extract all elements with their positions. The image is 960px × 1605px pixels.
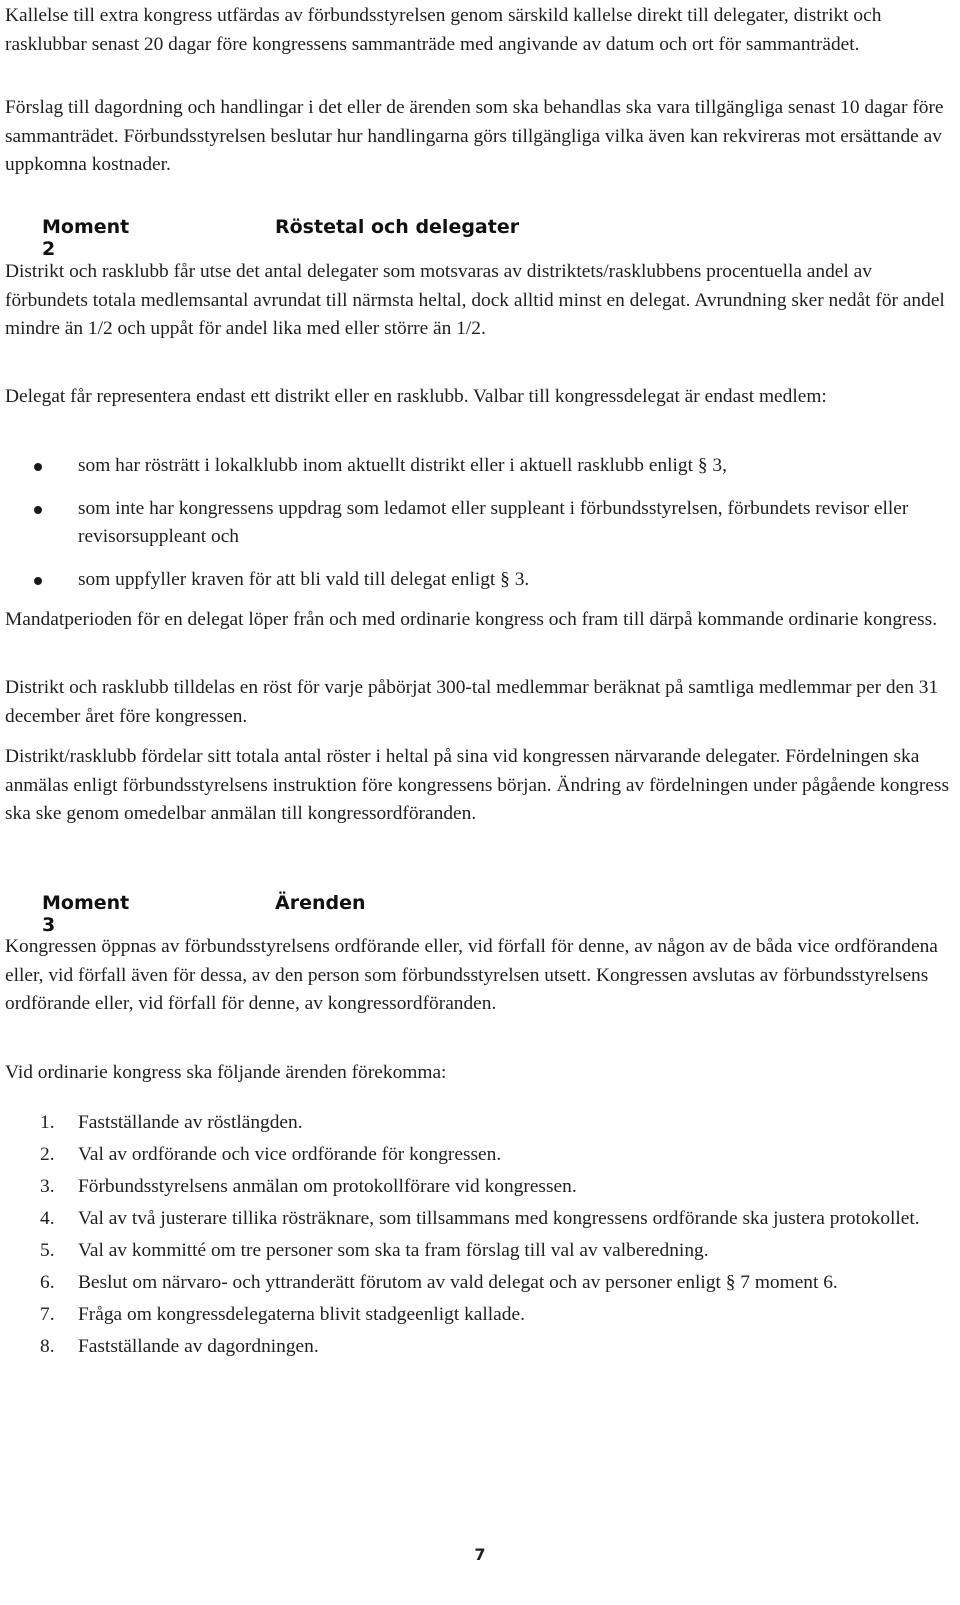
page-number: 7 [474, 1545, 486, 1564]
moment-3-paragraph-2: Vid ordinarie kongress ska följande ärenden förekomma: [5, 1062, 447, 1083]
agenda-item-number: 5. [40, 1240, 55, 1261]
agenda-item-number: 4. [40, 1208, 55, 1229]
moment-2-label: Moment 2 [42, 216, 130, 260]
agenda-item-number: 8. [40, 1336, 55, 1357]
agenda-item [5, 1171, 945, 1203]
agenda-item [5, 1139, 945, 1171]
agenda-item-number: 7. [40, 1304, 55, 1325]
agenda-item-text: Val av två justerare tillika rösträknare, som tillsammans med kongressens ordförande ska justera protokollet. [78, 1208, 920, 1229]
bullet-icon [34, 463, 42, 471]
list-item [5, 495, 945, 552]
agenda-item-text: Fråga om kongressdelegaterna blivit stadgeenligt kallade. [78, 1304, 525, 1325]
moment-2-paragraph-4: Distrikt och rasklubb tilldelas en röst för varje påbörjat 300-tal medlemmar beräknat på samtliga medlemmar per den 31 december året före kongressen. [5, 677, 939, 727]
agenda-item [5, 1267, 945, 1299]
agenda-item-number: 2. [40, 1144, 55, 1165]
list-item-text: som har rösträtt i lokalklubb inom aktuellt distrikt eller i aktuell rasklubb enligt § 3, [78, 455, 727, 476]
agenda-item [5, 1107, 945, 1139]
moment-2-paragraph-5: Distrikt/rasklubb fördelar sitt totala antal röster i heltal på sina vid kongressen närvarande delegater. Fördelningen ska anmälas enligt förbundsstyrelsens instruktion före kongressens början. Ändring av fördelningen under pågående kongress ska ske genom omedelbar anmälan till kongressordföranden. [5, 746, 949, 824]
list-item [5, 452, 945, 481]
agenda-item [5, 1235, 945, 1267]
list-item-text: som inte har kongressens uppdrag som ledamot eller suppleant i förbundsstyrelsen, förbundets revisor eller revisorsuppleant och [78, 497, 909, 547]
bullet-icon [34, 577, 42, 585]
list-item-text: som uppfyller kraven för att bli vald till delegat enligt § 3. [78, 568, 530, 590]
moment-3-paragraph-1: Kongressen öppnas av förbundsstyrelsens ordförande eller, vid förfall för denne, av någon av de båda vice ordförandena eller, vid förfall även för dessa, av den person som förbundsstyrelsen utsett. Kongressen avslutas av förbundsstyrelsens ordförande eller, vid förfall för denne, av kongressordföranden. [5, 936, 938, 1014]
moment-3-label: Moment 3 [42, 892, 130, 936]
moment-2-paragraph-3: Mandatperioden för en delegat löper från och med ordinarie kongress och fram till därpå kommande ordinarie kongress. [5, 609, 938, 630]
moment-2-paragraph-2: Delegat får representera endast ett distrikt eller en rasklubb. Valbar till kongressdelegat är endast medlem: [5, 386, 827, 407]
agenda-item-text: Fastställande av röstlängden. [78, 1112, 303, 1133]
agenda-item-text: Fastställande av dagordningen. [78, 1336, 319, 1357]
agenda-item-text: Förbundsstyrelsens anmälan om protokollförare vid kongressen. [78, 1176, 577, 1197]
moment-2-paragraph-1: Distrikt och rasklubb får utse det antal delegater som motsvaras av distriktets/rasklubbens procentuella andel av förbundets totala medlemsantal avrundat till närmsta heltal, dock alltid minst en delegat. Avrundning sker nedåt för andel mindre än 1/2 och uppåt för andel lika med eller större än 1/2. [5, 261, 945, 339]
agenda-item-text: Val av ordförande och vice ordförande för kongressen. [78, 1144, 502, 1165]
intro-paragraph-2: Förslag till dagordning och handlingar i det eller de ärenden som ska behandlas ska vara tillgängliga senast 10 dagar före sammanträdet. Förbundsstyrelsen beslutar hur handlingarna görs tillgängliga vilka även kan rekvireras mot ersättande av uppkomna kostnader. [5, 97, 944, 175]
agenda-item-number: 6. [40, 1272, 55, 1293]
moment-3-title: Ärenden [275, 892, 366, 914]
agenda-item [5, 1299, 945, 1331]
agenda-item [5, 1331, 945, 1363]
agenda-item [5, 1203, 945, 1235]
agenda-item-number: 3. [40, 1176, 55, 1197]
bullet-icon [34, 506, 42, 514]
agenda-item-text: Beslut om närvaro- och yttranderätt förutom av vald delegat och av personer enligt § 7 moment 6. [78, 1272, 838, 1293]
list-item [5, 566, 945, 595]
eligibility-list [5, 452, 945, 608]
moment-2-title: Röstetal och delegater [275, 216, 520, 238]
agenda-item-number: 1. [40, 1112, 55, 1133]
agenda-list [5, 1107, 945, 1363]
intro-paragraph-1: Kallelse till extra kongress utfärdas av förbundsstyrelsen genom särskild kallelse direkt till delegater, distrikt och rasklubbar senast 20 dagar före kongressens sammanträde med angivande av datum och ort för sammanträdet. [5, 5, 882, 55]
agenda-item-text: Val av kommitté om tre personer som ska ta fram förslag till val av valberedning. [78, 1240, 709, 1261]
